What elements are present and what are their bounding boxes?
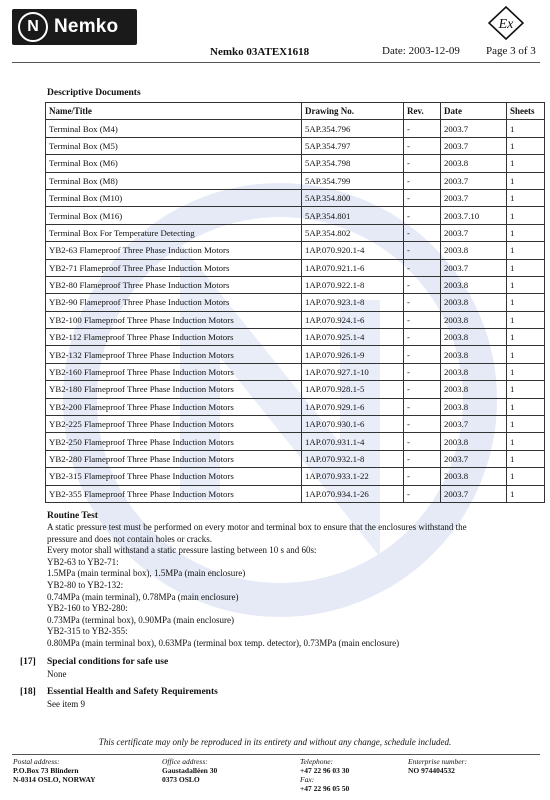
cell-date: 2003.8 (441, 398, 507, 415)
cell-rev: - (404, 363, 441, 380)
cell-rev: - (404, 398, 441, 415)
table-row (46, 276, 545, 293)
cell-date: 2003.7 (441, 259, 507, 276)
cell-sheets: 1 (507, 416, 545, 433)
table-row (46, 189, 545, 206)
cell-sheets: 1 (507, 398, 545, 415)
cell-rev: - (404, 137, 441, 154)
cell-drawing-no: 5AP.354.796 (302, 120, 404, 137)
cell-sheets: 1 (507, 172, 545, 189)
header-divider (12, 62, 540, 63)
table-row (46, 398, 545, 415)
cell-date: 2003.8 (441, 276, 507, 293)
cell-name: YB2-280 Flameproof Three Phase Induction Motors (46, 450, 302, 467)
logo-symbol: N (18, 12, 48, 42)
cell-name: YB2-90 Flameproof Three Phase Induction Motors (46, 294, 302, 311)
cell-name: YB2-132 Flameproof Three Phase Induction Motors (46, 346, 302, 363)
cell-sheets: 1 (507, 381, 545, 398)
cell-date: 2003.7 (441, 485, 507, 502)
cell-date: 2003.7 (441, 416, 507, 433)
item-18-text: See item 9 (47, 699, 85, 709)
table-row (46, 363, 545, 380)
footer-divider (12, 754, 540, 755)
cell-name: Terminal Box For Temperature Detecting (46, 224, 302, 241)
table-row (46, 137, 545, 154)
cell-sheets: 1 (507, 311, 545, 328)
routine-test-line: Every motor shall withstand a static pressure lasting between 10 s and 60s: (47, 545, 317, 556)
cell-drawing-no: 1AP.070.923.1-8 (302, 294, 404, 311)
logo-text: Nemko (54, 16, 119, 37)
cell-date: 2003.8 (441, 155, 507, 172)
footer-enterprise (408, 757, 467, 775)
table-row (46, 311, 545, 328)
cell-sheets: 1 (507, 189, 545, 206)
cell-drawing-no: 1AP.070.924.1-6 (302, 311, 404, 328)
cell-drawing-no: 1AP.070.932.1-8 (302, 450, 404, 467)
cell-drawing-no: 1AP.070.926.1-9 (302, 346, 404, 363)
cell-date: 2003.7.10 (441, 207, 507, 224)
documents-table (45, 102, 545, 503)
fax-label: Fax: (300, 775, 315, 784)
cell-name: Terminal Box (M4) (46, 120, 302, 137)
routine-test-line: YB2-315 to YB2-355: (47, 626, 128, 637)
table-row (46, 433, 545, 450)
cell-sheets: 1 (507, 224, 545, 241)
cell-date: 2003.8 (441, 433, 507, 450)
table-row (46, 259, 545, 276)
cell-rev: - (404, 311, 441, 328)
cell-rev: - (404, 276, 441, 293)
cell-drawing-no: 5AP.354.797 (302, 137, 404, 154)
cell-date: 2003.8 (441, 468, 507, 485)
cell-drawing-no: 1AP.070.930.1-6 (302, 416, 404, 433)
cell-rev: - (404, 450, 441, 467)
routine-test-line: YB2-160 to YB2-280: (47, 603, 128, 614)
routine-test-line: 0.73MPa (terminal box), 0.90MPa (main enclosure) (47, 614, 234, 625)
item-17-text: None (47, 669, 67, 679)
page-number: Page 3 of 3 (486, 45, 536, 57)
cell-drawing-no: 1AP.070.933.1-22 (302, 468, 404, 485)
table-row (46, 294, 545, 311)
cell-rev: - (404, 155, 441, 172)
cell-sheets: 1 (507, 485, 545, 502)
cell-drawing-no: 1AP.070.934.1-26 (302, 485, 404, 502)
cell-sheets: 1 (507, 329, 545, 346)
routine-test-line: YB2-63 to YB2-71: (47, 556, 119, 567)
cell-date: 2003.8 (441, 311, 507, 328)
telephone-label: Telephone: (300, 757, 334, 766)
certificate-number: Nemko 03ATEX1618 (210, 46, 310, 58)
cell-date: 2003.7 (441, 224, 507, 241)
routine-test-title: Routine Test (47, 511, 98, 521)
cell-name: Terminal Box (M8) (46, 172, 302, 189)
cell-rev: - (404, 485, 441, 502)
cell-sheets: 1 (507, 450, 545, 467)
table-row (46, 381, 545, 398)
cell-rev: - (404, 294, 441, 311)
cell-rev: - (404, 189, 441, 206)
cell-name: Terminal Box (M5) (46, 137, 302, 154)
cell-sheets: 1 (507, 346, 545, 363)
enterprise-number: NO 974404532 (408, 766, 455, 775)
cell-name: Terminal Box (M10) (46, 189, 302, 206)
enterprise-label: Enterprise number: (408, 757, 467, 766)
item-18-number: [18] (20, 687, 36, 697)
cell-sheets: 1 (507, 155, 545, 172)
cell-name: YB2-112 Flameproof Three Phase Induction Motors (46, 329, 302, 346)
cell-drawing-no: 5AP.354.802 (302, 224, 404, 241)
cell-drawing-no: 1AP.070.925.1-4 (302, 329, 404, 346)
cell-name: YB2-80 Flameproof Three Phase Induction Motors (46, 276, 302, 293)
col-header-name: Name/Title (46, 103, 302, 120)
cell-name: YB2-63 Flameproof Three Phase Induction Motors (46, 242, 302, 259)
table-row (46, 242, 545, 259)
footer-postal (13, 757, 96, 784)
cell-name: Terminal Box (M16) (46, 207, 302, 224)
cell-sheets: 1 (507, 468, 545, 485)
cell-name: Terminal Box (M6) (46, 155, 302, 172)
fax-line: +47 22 96 05 50 (300, 784, 350, 793)
cell-name: YB2-71 Flameproof Three Phase Induction Motors (46, 259, 302, 276)
col-header-sheets: Sheets (507, 103, 545, 120)
cell-date: 2003.8 (441, 294, 507, 311)
cell-sheets: 1 (507, 120, 545, 137)
cell-rev: - (404, 329, 441, 346)
routine-test-line: 1.5MPa (main terminal box), 1.5MPa (main enclosure) (47, 568, 246, 579)
cell-date: 2003.7 (441, 172, 507, 189)
footer-telephone (300, 757, 349, 793)
nemko-logo (12, 9, 137, 45)
cell-date: 2003.7 (441, 450, 507, 467)
ex-mark-icon (488, 6, 524, 40)
table-row (46, 155, 545, 172)
cell-sheets: 1 (507, 242, 545, 259)
table-body (46, 120, 545, 503)
cell-drawing-no: 1AP.070.927.1-10 (302, 363, 404, 380)
cell-date: 2003.8 (441, 346, 507, 363)
cell-name: YB2-225 Flameproof Three Phase Induction Motors (46, 416, 302, 433)
cell-date: 2003.7 (441, 137, 507, 154)
routine-test-line: pressure and does not contain holes or cracks. (47, 533, 212, 544)
cell-date: 2003.8 (441, 363, 507, 380)
table-row (46, 120, 545, 137)
cell-rev: - (404, 416, 441, 433)
col-header-date: Date (441, 103, 507, 120)
cell-drawing-no: 1AP.070.922.1-8 (302, 276, 404, 293)
routine-test-line: A static pressure test must be performed on every motor and terminal box to ensure that the enclosures withstand the (47, 522, 467, 532)
cell-sheets: 1 (507, 207, 545, 224)
descriptive-documents-title: Descriptive Documents (47, 88, 141, 98)
item-17-number: [17] (20, 657, 36, 667)
col-header-rev: Rev. (404, 103, 441, 120)
cell-date: 2003.7 (441, 120, 507, 137)
telephone-line: +47 22 96 03 30 (300, 766, 350, 775)
cell-rev: - (404, 381, 441, 398)
cell-sheets: 1 (507, 294, 545, 311)
table-row (46, 224, 545, 241)
cell-date: 2003.8 (441, 242, 507, 259)
cell-drawing-no: 5AP.354.801 (302, 207, 404, 224)
cell-rev: - (404, 120, 441, 137)
cell-name: YB2-200 Flameproof Three Phase Induction Motors (46, 398, 302, 415)
table-row (46, 346, 545, 363)
routine-test-line: 0.74MPa (main terminal), 0.78MPa (main enclosure) (47, 591, 239, 602)
office-line: Gaustadalléen 30 (162, 766, 218, 775)
cell-rev: - (404, 433, 441, 450)
table-row (46, 450, 545, 467)
header-date: Date: 2003-12-09 (382, 45, 460, 57)
cell-sheets: 1 (507, 259, 545, 276)
cell-rev: - (404, 172, 441, 189)
routine-test-line: 0.80MPa (main terminal box), 0.63MPa (terminal box temp. detector), 0.73MPa (main enclosure) (47, 637, 400, 648)
cell-name: YB2-160 Flameproof Three Phase Induction Motors (46, 363, 302, 380)
cell-sheets: 1 (507, 276, 545, 293)
routine-test-line: YB2-80 to YB2-132: (47, 579, 124, 590)
cell-date: 2003.7 (441, 189, 507, 206)
cell-rev: - (404, 224, 441, 241)
office-line: 0373 OSLO (162, 775, 200, 784)
table-header-row (46, 103, 545, 120)
item-17-title: Special conditions for safe use (47, 657, 169, 667)
cell-date: 2003.8 (441, 381, 507, 398)
cell-rev: - (404, 242, 441, 259)
routine-test-body (47, 522, 542, 650)
cell-drawing-no: 1AP.070.928.1-5 (302, 381, 404, 398)
office-label: Office address: (162, 757, 208, 766)
cell-rev: - (404, 346, 441, 363)
cell-drawing-no: 1AP.070.929.1-6 (302, 398, 404, 415)
ex-symbol: Ex (498, 17, 514, 32)
cell-sheets: 1 (507, 137, 545, 154)
cell-drawing-no: 1AP.070.921.1-6 (302, 259, 404, 276)
cell-rev: - (404, 468, 441, 485)
cell-rev: - (404, 207, 441, 224)
table-row (46, 416, 545, 433)
cell-drawing-no: 1AP.070.920.1-4 (302, 242, 404, 259)
cell-date: 2003.8 (441, 329, 507, 346)
col-header-drawing: Drawing No. (302, 103, 404, 120)
cell-drawing-no: 5AP.354.800 (302, 189, 404, 206)
cell-name: YB2-180 Flameproof Three Phase Induction Motors (46, 381, 302, 398)
cell-drawing-no: 5AP.354.798 (302, 155, 404, 172)
cell-name: YB2-315 Flameproof Three Phase Induction Motors (46, 468, 302, 485)
postal-line: P.O.Box 73 Blindern (13, 766, 79, 775)
cell-name: YB2-250 Flameproof Three Phase Induction Motors (46, 433, 302, 450)
cell-name: YB2-355 Flameproof Three Phase Induction Motors (46, 485, 302, 502)
table-row (46, 207, 545, 224)
cell-name: YB2-100 Flameproof Three Phase Induction Motors (46, 311, 302, 328)
item-18-title: Essential Health and Safety Requirements (47, 687, 218, 697)
cell-sheets: 1 (507, 363, 545, 380)
cell-rev: - (404, 259, 441, 276)
postal-line: N-0314 OSLO, NORWAY (13, 775, 96, 784)
table-row (46, 468, 545, 485)
table-row (46, 172, 545, 189)
table-row (46, 329, 545, 346)
reproduction-note: This certificate may only be reproduced in its entirety and without any change, schedule included. (98, 737, 452, 747)
cell-drawing-no: 1AP.070.931.1-4 (302, 433, 404, 450)
cell-drawing-no: 5AP.354.799 (302, 172, 404, 189)
footer-office (162, 757, 217, 784)
postal-label: Postal address: (13, 757, 60, 766)
cell-sheets: 1 (507, 433, 545, 450)
table-row (46, 485, 545, 502)
